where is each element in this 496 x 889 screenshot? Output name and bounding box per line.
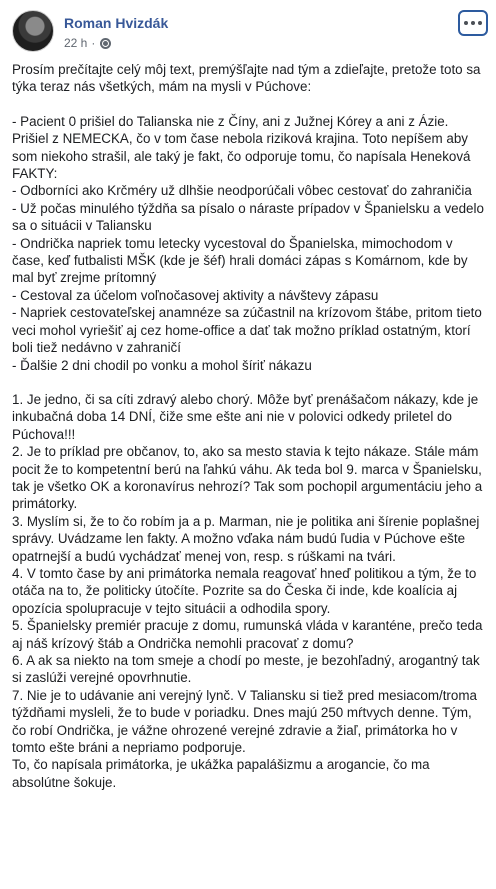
globe-icon <box>100 38 111 49</box>
more-options-button[interactable] <box>458 10 488 36</box>
more-options-icon <box>464 21 468 25</box>
post-text <box>12 61 486 791</box>
post-paragraph-facts: - Pacient 0 prišiel do Talianska nie z Číny, ani z Južnej Kórey a ani z Ázie. Prišiel z NEMECKA, čo v tom čase nebola riziková krajina. Toto nepíšem aby som niekoho strašil, ale taký je fakt, čo odporuje tomu, čo napísala Heneková FAKTY: - Odborníci ako Krčméry už dlhšie neodporúčali vôbec cestovať do zahraničia - Už počas minulého týždňa sa písalo o náraste prípadov v Španielsku a vedelo sa o situácii v Taliansku - Ondrička napriek tomu letecky vycestoval do Španielska, mimochodom v čase, keď futbalisti MŠK (kde je šéf) hrali domáci zápas s Komárnom, kde by mal byť zrejme prítomný - Cestoval za účelom voľnočasovej aktivity a návštevy zápasu - Napriek cestovateľskej anamnéze sa zúčastnil na krízovom štábe, pritom tieto veci mohol vyriešiť aj cez home-office a dať tak možno príklad ostatným, ktorí boli tiež nedávno v zahraničí - Ďalšie 2 dni chodil po vonku a mohol šíriť nákazu <box>12 113 484 373</box>
author-name[interactable]: Roman Hvizdák <box>64 15 169 31</box>
post-paragraph-points: 1. Je jedno, či sa cíti zdravý alebo chorý. Môže byť prenášačom nákazy, kde je inkubačná doba 14 DNÍ, čiže sme ešte ani nie v polovici odkedy priletel do Púchova!!! 2. Je to príklad pre občanov, to, ako sa mesto stavia k tejto nákaze. Stále mám pocit že to kompetentní berú na ľahkú váhu. Ak teda bol 9. marca v Španielsku, tak je všetko OK a koronavírus nehrozí? Tak som pochopil argumentáciu jeho a primátorky. 3. Myslím si, že to čo robím ja a p. Marman, nie je politika ani šírenie poplašnej správy. Uvádzame len fakty. A možno vďaka nám budú ľudia v Púchove ešte opatrnejší a budú vychádzať menej von, resp. s rúškami na tvári. 4. V tomto čase by ani primátorka nemala reagovať hneď politikou a tým, že to otáča na to, že politicky útočíte. Pozrite sa do Česka či inde, kde koalícia aj opozícia spolupracuje v tejto situácii a odhodila spory. 5. Španielsky premiér pracuje z domu, rumunská vláda v karanténe, prečo teda aj náš krízový štáb a Ondrička nemohli pracovať z domu? 6. A ak sa niekto na tom smeje a chodí po meste, je bezohľadný, arogantný tak si zaslúži verejné opovrhnutie. 7. Nie je to udávanie ani verejný lynč. V Taliansku si tiež pred mesiacom/troma týždňami mysleli, že to bude v poriadku. Dnes majú 250 mŕtvych denne. Tým, čo robí Ondrička, je vážne ohrozené verejné zdravie a žiaľ, primátorka ho v tomto ešte bráni a nepriamo podporuje. To, čo napísala primátorka, je ukážka papalášizmu a arogancie, čo ma absolútne šokuje. <box>12 391 483 790</box>
post-meta <box>64 36 111 50</box>
meta-separator: · <box>91 36 96 50</box>
timestamp[interactable]: 22 h <box>64 36 88 50</box>
avatar[interactable] <box>12 10 54 52</box>
more-options-icon-dot <box>478 21 482 25</box>
post-paragraph-intro: Prosím prečítajte celý môj text, premýšľajte nad tým a zdieľajte, pretože toto sa týka teraz nás všetkých, mám na mysli v Púchove: <box>12 62 481 95</box>
more-options-icon-dot <box>471 21 475 25</box>
post-header <box>12 10 488 56</box>
